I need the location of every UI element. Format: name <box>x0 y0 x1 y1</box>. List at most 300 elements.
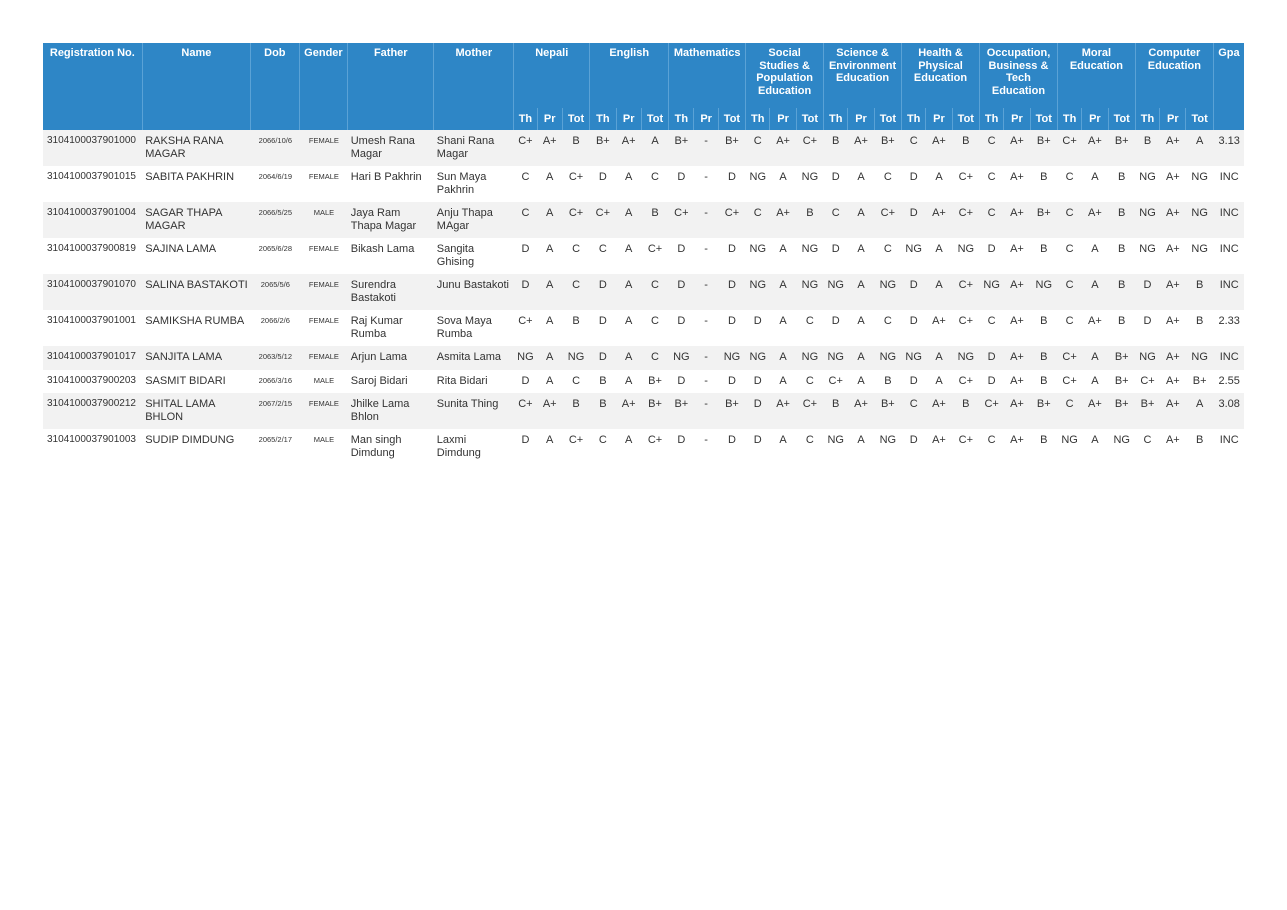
gpa-cell: INC <box>1213 274 1244 310</box>
grade-cell: B+ <box>590 130 616 166</box>
grade-cell: B <box>562 310 589 346</box>
grade-cell: D <box>590 166 616 202</box>
grade-cell: B+ <box>1108 346 1135 370</box>
grade-cell: A <box>537 429 562 465</box>
grade-cell: NG <box>980 274 1004 310</box>
registration-cell: 3104100037901001 <box>43 310 142 346</box>
grade-cell: A+ <box>537 130 562 166</box>
grade-cell: B+ <box>718 393 745 429</box>
grade-cell: B <box>796 202 823 238</box>
header-subject: Moral Education <box>1057 43 1135 108</box>
header-gpa: Gpa <box>1213 43 1244 130</box>
grade-cell: B <box>1030 238 1057 274</box>
grade-cell: A <box>1082 238 1108 274</box>
gpa-cell: INC <box>1213 429 1244 465</box>
grade-cell: C+ <box>641 429 668 465</box>
grade-cell: C+ <box>824 370 848 394</box>
grade-cell: NG <box>746 346 770 370</box>
table-row <box>43 202 1244 238</box>
grade-cell: B <box>562 130 589 166</box>
grade-cell: A <box>616 166 641 202</box>
grade-cell: C <box>874 238 901 274</box>
grade-cell: A+ <box>770 393 796 429</box>
gpa-cell: 3.13 <box>1213 130 1244 166</box>
father-cell: Surendra Bastakoti <box>348 274 434 310</box>
grade-cell: A <box>641 130 668 166</box>
father-cell: Saroj Bidari <box>348 370 434 394</box>
grade-cell: A <box>848 370 874 394</box>
grade-cell: A <box>537 346 562 370</box>
table-row <box>43 429 1244 465</box>
grade-cell: A+ <box>1160 310 1186 346</box>
header-sub-tot: Tot <box>874 108 901 130</box>
grade-cell: D <box>590 274 616 310</box>
grade-cell: C+ <box>562 166 589 202</box>
grade-cell: C+ <box>952 370 979 394</box>
grade-cell: A <box>616 429 641 465</box>
header-sub-th: Th <box>746 108 770 130</box>
gender-cell: FEMALE <box>299 393 348 429</box>
gender-cell: FEMALE <box>299 274 348 310</box>
header-sub-tot: Tot <box>641 108 668 130</box>
grade-cell: A+ <box>1004 166 1030 202</box>
grade-cell: NG <box>562 346 589 370</box>
grade-cell: B <box>1108 202 1135 238</box>
grade-cell: D <box>514 274 537 310</box>
grade-cell: B <box>824 393 848 429</box>
registration-cell: 3104100037901004 <box>43 202 142 238</box>
grade-cell: C+ <box>796 130 823 166</box>
grade-cell: D <box>590 346 616 370</box>
name-cell: RAKSHA RANA MAGAR <box>142 130 250 166</box>
grade-cell: NG <box>1186 238 1213 274</box>
name-cell: SUDIP DIMDUNG <box>142 429 250 465</box>
grade-cell: D <box>718 370 745 394</box>
header-subject: English <box>590 43 669 108</box>
grade-cell: A <box>537 310 562 346</box>
grade-cell: - <box>694 130 718 166</box>
grade-cell: C <box>980 130 1004 166</box>
grade-cell: D <box>980 238 1004 274</box>
gpa-cell: INC <box>1213 202 1244 238</box>
gender-cell: FEMALE <box>299 130 348 166</box>
grade-cell: D <box>718 274 745 310</box>
grade-cell: B+ <box>669 130 694 166</box>
grade-cell: A+ <box>848 393 874 429</box>
table-row <box>43 274 1244 310</box>
grade-cell: C <box>1057 238 1081 274</box>
name-cell: SHITAL LAMA BHLON <box>142 393 250 429</box>
grade-cell: - <box>694 370 718 394</box>
gender-cell: MALE <box>299 202 348 238</box>
results-table <box>43 43 1244 465</box>
grade-cell: C <box>641 166 668 202</box>
mother-cell: Junu Bastakoti <box>434 274 514 310</box>
gpa-cell: 3.08 <box>1213 393 1244 429</box>
grade-cell: D <box>824 310 848 346</box>
grade-cell: B <box>1186 310 1213 346</box>
grade-cell: B <box>952 130 979 166</box>
header-subject: Science & Environment Education <box>824 43 902 108</box>
grade-cell: A <box>1082 370 1108 394</box>
grade-cell: NG <box>824 429 848 465</box>
table-row <box>43 166 1244 202</box>
table-row <box>43 346 1244 370</box>
grade-cell: D <box>746 310 770 346</box>
grade-cell: C+ <box>1057 130 1081 166</box>
grade-cell: A+ <box>1160 202 1186 238</box>
grade-cell: NG <box>902 238 926 274</box>
father-cell: Man singh Dimdung <box>348 429 434 465</box>
grade-cell: B+ <box>1030 130 1057 166</box>
grade-cell: A+ <box>848 130 874 166</box>
grade-cell: NG <box>874 274 901 310</box>
grade-cell: A+ <box>616 130 641 166</box>
table-row <box>43 310 1244 346</box>
name-cell: SANJITA LAMA <box>142 346 250 370</box>
gpa-cell: 2.33 <box>1213 310 1244 346</box>
grade-cell: A <box>770 274 796 310</box>
grade-cell: B <box>590 370 616 394</box>
mother-cell: Sunita Thing <box>434 393 514 429</box>
dob-cell: 2066/10/6 <box>251 130 300 166</box>
grade-cell: A <box>537 370 562 394</box>
header-sub-tot: Tot <box>1030 108 1057 130</box>
grade-cell: C+ <box>562 202 589 238</box>
registration-cell: 3104100037900819 <box>43 238 142 274</box>
grade-cell: NG <box>514 346 537 370</box>
dob-cell: 2066/3/16 <box>251 370 300 394</box>
grade-cell: B+ <box>1135 393 1159 429</box>
grade-cell: A+ <box>1160 274 1186 310</box>
grade-cell: A+ <box>770 130 796 166</box>
grade-cell: A+ <box>1160 166 1186 202</box>
grade-cell: NG <box>796 346 823 370</box>
mother-cell: Sangita Ghising <box>434 238 514 274</box>
grade-cell: NG <box>746 166 770 202</box>
table-row <box>43 130 1244 166</box>
grade-cell: C+ <box>874 202 901 238</box>
grade-cell: - <box>694 274 718 310</box>
grade-cell: B+ <box>641 393 668 429</box>
grade-cell: NG <box>1186 166 1213 202</box>
grade-cell: A <box>616 274 641 310</box>
mother-cell: Sun Maya Pakhrin <box>434 166 514 202</box>
grade-cell: D <box>669 274 694 310</box>
grade-cell: D <box>746 393 770 429</box>
grade-cell: C+ <box>1135 370 1159 394</box>
grade-cell: NG <box>1186 346 1213 370</box>
grade-cell: B <box>952 393 979 429</box>
header-subject: Computer Education <box>1135 43 1213 108</box>
grade-cell: A <box>770 429 796 465</box>
header-name: Name <box>142 43 250 130</box>
grade-cell: A <box>770 310 796 346</box>
grade-cell: A+ <box>1004 346 1030 370</box>
grade-cell: A+ <box>1082 310 1108 346</box>
grade-cell: D <box>514 238 537 274</box>
grade-cell: A <box>926 274 952 310</box>
grade-cell: C <box>1057 274 1081 310</box>
grade-cell: B+ <box>669 393 694 429</box>
header-dob: Dob <box>251 43 300 130</box>
grade-cell: NG <box>669 346 694 370</box>
dob-cell: 2066/2/6 <box>251 310 300 346</box>
grade-cell: B+ <box>1030 202 1057 238</box>
grade-cell: D <box>669 310 694 346</box>
grade-cell: D <box>902 429 926 465</box>
grade-cell: B <box>1135 130 1159 166</box>
grade-cell: C <box>1057 393 1081 429</box>
header-sub-th: Th <box>1135 108 1159 130</box>
grade-cell: C <box>590 429 616 465</box>
grade-cell: D <box>902 202 926 238</box>
table-row <box>43 393 1244 429</box>
mother-cell: Anju Thapa MAgar <box>434 202 514 238</box>
grade-cell: A <box>770 346 796 370</box>
grade-cell: NG <box>1135 238 1159 274</box>
header-sub-pr: Pr <box>616 108 641 130</box>
header-sub-tot: Tot <box>952 108 979 130</box>
dob-cell: 2064/6/19 <box>251 166 300 202</box>
grade-cell: B <box>1108 238 1135 274</box>
table-row <box>43 238 1244 274</box>
grade-cell: D <box>514 429 537 465</box>
grade-cell: A <box>848 346 874 370</box>
dob-cell: 2065/2/17 <box>251 429 300 465</box>
father-cell: Jhilke Lama Bhlon <box>348 393 434 429</box>
header-sub-tot: Tot <box>1108 108 1135 130</box>
grade-cell: B <box>1030 370 1057 394</box>
grade-cell: C <box>514 166 537 202</box>
name-cell: SAMIKSHA RUMBA <box>142 310 250 346</box>
father-cell: Raj Kumar Rumba <box>348 310 434 346</box>
grade-cell: NG <box>952 346 979 370</box>
grade-cell: C+ <box>514 130 537 166</box>
grade-cell: B+ <box>874 393 901 429</box>
grade-cell: A+ <box>1160 370 1186 394</box>
grade-cell: - <box>694 166 718 202</box>
grade-cell: C <box>1135 429 1159 465</box>
mother-cell: Shani Rana Magar <box>434 130 514 166</box>
grade-cell: A <box>1186 130 1213 166</box>
grade-cell: A+ <box>1082 393 1108 429</box>
grade-cell: A <box>848 166 874 202</box>
grade-cell: A <box>537 202 562 238</box>
gpa-cell: INC <box>1213 238 1244 274</box>
grade-cell: C+ <box>952 429 979 465</box>
grade-cell: C <box>590 238 616 274</box>
grade-cell: C <box>796 310 823 346</box>
grade-cell: C+ <box>952 274 979 310</box>
grade-cell: D <box>980 346 1004 370</box>
grade-cell: A+ <box>1004 238 1030 274</box>
header-sub-th: Th <box>590 108 616 130</box>
grade-cell: C <box>980 202 1004 238</box>
grade-cell: NG <box>1108 429 1135 465</box>
header-sub-th: Th <box>514 108 537 130</box>
header-sub-pr: Pr <box>926 108 952 130</box>
grade-cell: - <box>694 238 718 274</box>
grade-cell: C+ <box>796 393 823 429</box>
grade-cell: A <box>926 238 952 274</box>
grade-cell: - <box>694 393 718 429</box>
grade-cell: A+ <box>1160 130 1186 166</box>
grade-cell: B <box>874 370 901 394</box>
grade-cell: - <box>694 202 718 238</box>
grade-cell: NG <box>796 238 823 274</box>
grade-cell: A <box>926 346 952 370</box>
grade-cell: A+ <box>926 310 952 346</box>
grade-cell: C <box>902 393 926 429</box>
grade-cell: NG <box>824 274 848 310</box>
grade-cell: NG <box>1135 346 1159 370</box>
grade-cell: A+ <box>926 429 952 465</box>
grade-cell: D <box>669 166 694 202</box>
grade-cell: D <box>902 370 926 394</box>
grade-cell: A <box>770 166 796 202</box>
registration-cell: 3104100037901070 <box>43 274 142 310</box>
grade-cell: C <box>562 274 589 310</box>
grade-cell: C <box>796 429 823 465</box>
header-sub-pr: Pr <box>1004 108 1030 130</box>
grade-cell: B+ <box>718 130 745 166</box>
header-subject: Mathematics <box>669 43 746 108</box>
grade-cell: NG <box>796 274 823 310</box>
grade-cell: A <box>1082 166 1108 202</box>
name-cell: SAJINA LAMA <box>142 238 250 274</box>
grade-cell: A+ <box>926 202 952 238</box>
grade-cell: C+ <box>952 166 979 202</box>
father-cell: Arjun Lama <box>348 346 434 370</box>
registration-cell: 3104100037901017 <box>43 346 142 370</box>
grade-cell: C+ <box>641 238 668 274</box>
grade-cell: - <box>694 346 718 370</box>
header-sub-tot: Tot <box>796 108 823 130</box>
mother-cell: Sova Maya Rumba <box>434 310 514 346</box>
grade-cell: D <box>980 370 1004 394</box>
grade-cell: C+ <box>1057 346 1081 370</box>
grade-cell: A <box>848 429 874 465</box>
header-sub-th: Th <box>902 108 926 130</box>
grade-cell: A <box>537 166 562 202</box>
grade-cell: B <box>1030 310 1057 346</box>
grade-cell: A <box>770 238 796 274</box>
grade-cell: B <box>824 130 848 166</box>
grade-cell: C+ <box>1057 370 1081 394</box>
registration-cell: 3104100037900203 <box>43 370 142 394</box>
grade-cell: C <box>562 238 589 274</box>
grade-cell: A+ <box>1004 310 1030 346</box>
grade-cell: A <box>926 166 952 202</box>
grade-cell: A <box>616 310 641 346</box>
grade-cell: NG <box>874 429 901 465</box>
grade-cell: NG <box>1135 202 1159 238</box>
grade-cell: B+ <box>1186 370 1213 394</box>
grade-cell: C <box>980 310 1004 346</box>
grade-cell: A+ <box>1160 346 1186 370</box>
table-body <box>43 130 1244 465</box>
grade-cell: D <box>746 429 770 465</box>
grade-cell: C <box>874 166 901 202</box>
grade-cell: C+ <box>669 202 694 238</box>
gender-cell: FEMALE <box>299 166 348 202</box>
grade-cell: C+ <box>590 202 616 238</box>
dob-cell: 2066/5/25 <box>251 202 300 238</box>
grade-cell: NG <box>824 346 848 370</box>
grade-cell: D <box>718 429 745 465</box>
grade-cell: C+ <box>980 393 1004 429</box>
grade-cell: C <box>874 310 901 346</box>
father-cell: Hari B Pakhrin <box>348 166 434 202</box>
header-sub-th: Th <box>669 108 694 130</box>
grade-cell: B+ <box>641 370 668 394</box>
grade-cell: B <box>641 202 668 238</box>
name-cell: SAGAR THAPA MAGAR <box>142 202 250 238</box>
grade-cell: C <box>980 429 1004 465</box>
header-registration: Registration No. <box>43 43 142 130</box>
grade-cell: A+ <box>1004 429 1030 465</box>
gender-cell: MALE <box>299 429 348 465</box>
registration-cell: 3104100037900212 <box>43 393 142 429</box>
grade-cell: A <box>1082 274 1108 310</box>
grade-cell: B+ <box>1108 370 1135 394</box>
gender-cell: MALE <box>299 370 348 394</box>
grade-cell: C <box>746 130 770 166</box>
grade-cell: B <box>1108 310 1135 346</box>
gpa-cell: INC <box>1213 346 1244 370</box>
grade-cell: D <box>1135 274 1159 310</box>
grade-cell: NG <box>796 166 823 202</box>
name-cell: SALINA BASTAKOTI <box>142 274 250 310</box>
grade-cell: D <box>669 238 694 274</box>
grade-cell: A <box>537 274 562 310</box>
grade-cell: D <box>902 310 926 346</box>
grade-cell: A <box>926 370 952 394</box>
grade-cell: NG <box>718 346 745 370</box>
grade-cell: A <box>1186 393 1213 429</box>
grade-cell: D <box>746 370 770 394</box>
grade-cell: C <box>1057 310 1081 346</box>
grade-cell: A <box>1082 346 1108 370</box>
grade-cell: - <box>694 429 718 465</box>
grade-cell: B <box>1186 429 1213 465</box>
grade-cell: A <box>848 238 874 274</box>
grade-cell: A <box>616 346 641 370</box>
grade-cell: A+ <box>1004 370 1030 394</box>
grade-cell: NG <box>1057 429 1081 465</box>
grade-cell: A+ <box>1160 429 1186 465</box>
grade-cell: A <box>616 370 641 394</box>
grade-cell: A+ <box>1160 238 1186 274</box>
father-cell: Jaya Ram Thapa Magar <box>348 202 434 238</box>
grade-cell: B+ <box>1108 393 1135 429</box>
grade-cell: C+ <box>514 310 537 346</box>
grade-cell: A <box>537 238 562 274</box>
grade-cell: C+ <box>718 202 745 238</box>
header-gender: Gender <box>299 43 348 130</box>
grade-cell: C+ <box>952 202 979 238</box>
grade-cell: A <box>616 238 641 274</box>
grade-cell: D <box>590 310 616 346</box>
grade-cell: NG <box>1186 202 1213 238</box>
header-sub-th: Th <box>824 108 848 130</box>
grade-cell: A <box>616 202 641 238</box>
grade-cell: C+ <box>514 393 537 429</box>
grade-cell: A+ <box>616 393 641 429</box>
grade-cell: A <box>848 274 874 310</box>
grade-cell: A <box>848 202 874 238</box>
